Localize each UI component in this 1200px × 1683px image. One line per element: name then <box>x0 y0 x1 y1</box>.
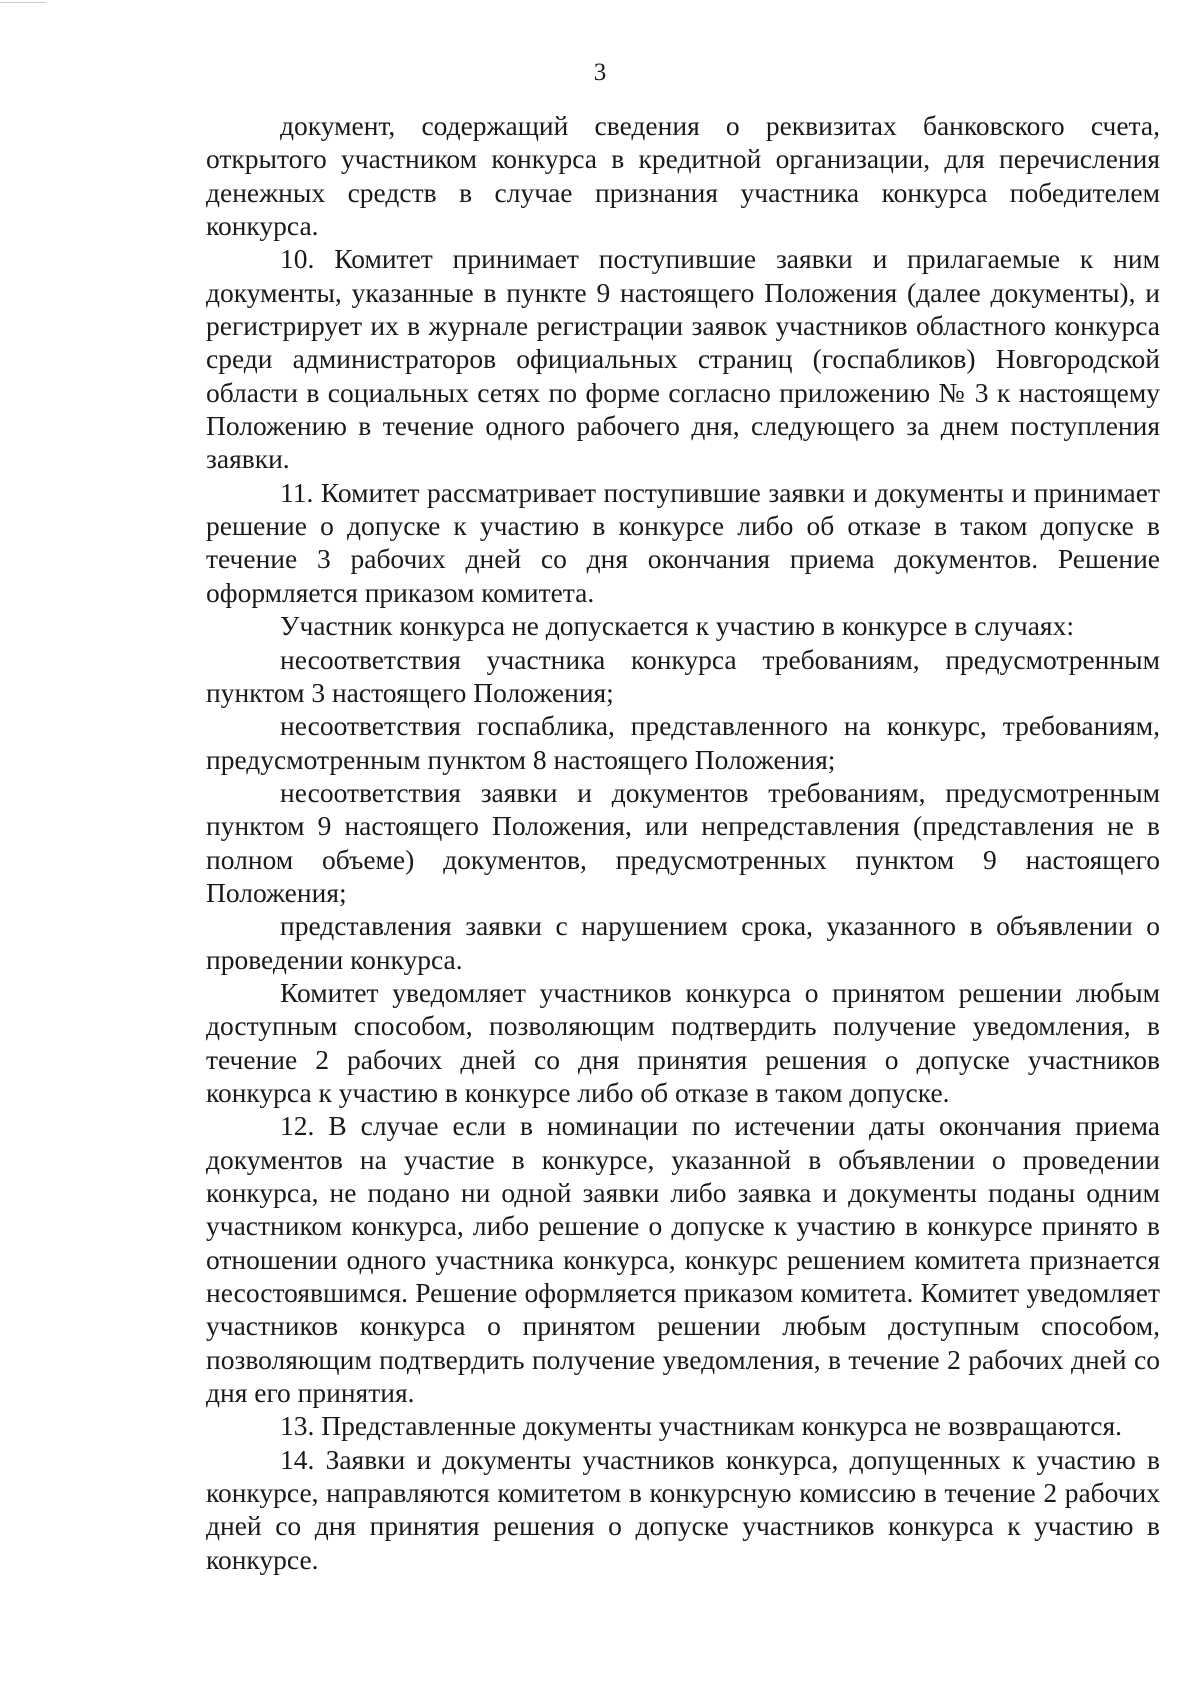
document-body <box>206 109 1160 1576</box>
paragraph-clause-14: 14. Заявки и документы участников конкурса, допущенных к участию в конкурсе, направляются комитетом в конкурсную комиссию в течение 2 рабочих дней со дня принятия решения о допуске участников конкурса к участию в конкурсе. <box>206 1443 1160 1575</box>
page-number: 3 <box>593 59 607 86</box>
scan-edge-mark <box>0 2 46 3</box>
paragraph-rejection-case-4: представления заявки с нарушением срока, указанного в объявлении о проведении конкурса. <box>206 910 1160 975</box>
paragraph-rejection-case-1: несоответствия участника конкурса требованиям, предусмотренным пунктом 3 настоящего Положения; <box>206 643 1160 708</box>
paragraph-clause-13: 13. Представленные документы участникам конкурса не возвращаются. <box>280 1410 1122 1442</box>
paragraph-clause-12: 12. В случае если в номинации по истечении даты окончания приема документов на участие в конкурсе, указанной в объявлении о проведении конкурса, не подано ни одной заявки либо заявка и документы поданы одним участником конкурса, либо решение о допуске к участию в конкурсе принято в отношении одного участника конкурса, конкурс решением комитета признается несостоявшимся. Решение оформляется приказом комитета. Комитет уведомляет участников конкурса о принятом решении любым доступным способом, позволяющим подтвердить получение уведомления, в течение 2 рабочих дней со дня его принятия. <box>206 1110 1160 1409</box>
paragraph-notification: Комитет уведомляет участников конкурса о принятом решении любым доступным способом, позволяющим подтвердить получение уведомления, в течение 2 рабочих дней со дня принятия решения о допуске участников конкурса к участию в конкурсе либо об отказе в таком допуске. <box>206 976 1160 1108</box>
paragraph-rejection-cases-intro: Участник конкурса не допускается к участию в конкурсе в случаях: <box>280 610 1074 642</box>
paragraph-rejection-case-3: несоответствия заявки и документов требованиям, предусмотренным пунктом 9 настоящего Положения, или непредставления (представления не в полном объеме) документов, предусмотренных пунктом 9 настоящего Положения; <box>206 776 1160 908</box>
paragraph-rejection-case-2: несоответствия госпаблика, представленного на конкурс, требованиям, предусмотренным пунктом 8 настоящего Положения; <box>206 710 1160 775</box>
paragraph-bank-account-document: документ, содержащий сведения о реквизитах банковского счета, открытого участником конкурса в кредитной организации, для перечисления денежных средств в случае признания участника конкурса победителем конкурса. <box>206 110 1160 242</box>
paragraph-clause-11: 11. Комитет рассматривает поступившие заявки и документы и принимает решение о допуске к участию в конкурсе либо об отказе в таком допуске в течение 3 рабочих дней со дня окончания приема документов. Решение оформляется приказом комитета. <box>206 476 1160 608</box>
paragraph-clause-10: 10. Комитет принимает поступившие заявки и прилагаемые к ним документы, указанные в пункте 9 настоящего Положения (далее документы), и регистрирует их в журнале регистрации заявок участников областного конкурса среди администраторов официальных страниц (госпабликов) Новгородской области в социальных сетях по форме согласно приложению № 3 к настоящему Положению в течение одного рабочего дня, следующего за днем поступления заявки. <box>206 243 1160 475</box>
